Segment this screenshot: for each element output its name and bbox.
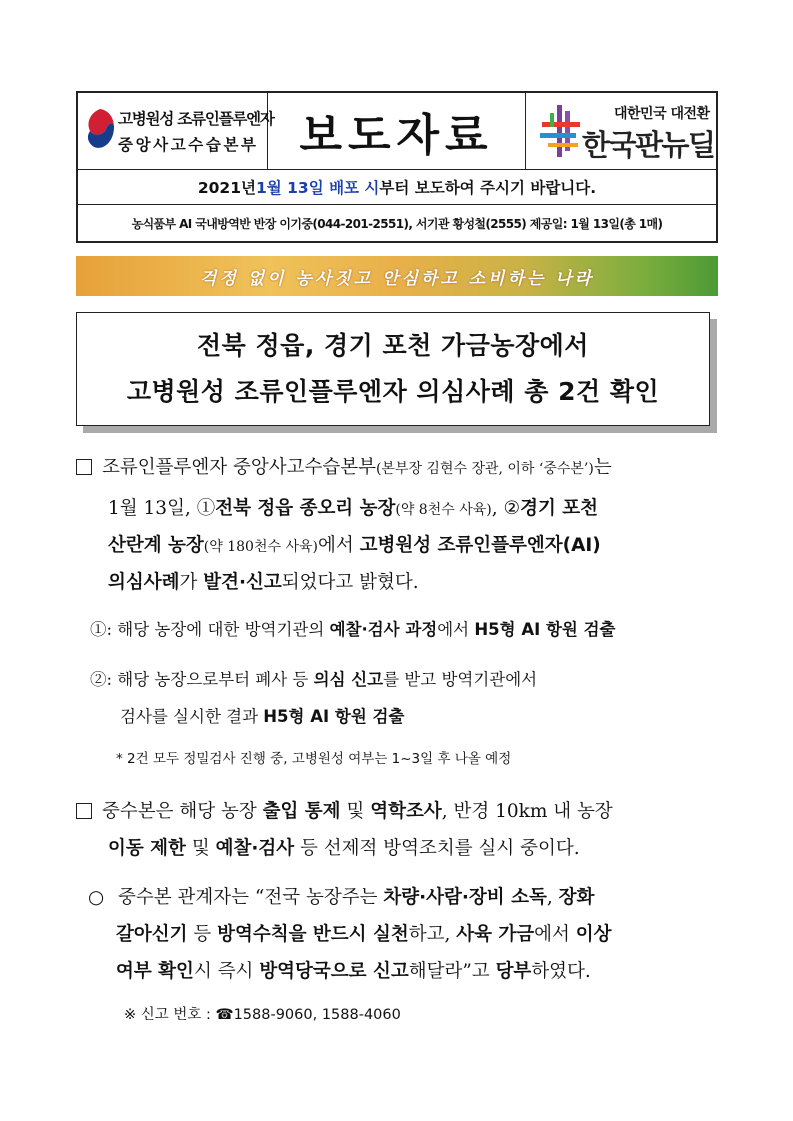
sub-item-2-line2: 검사를 실시한 결과 H5형 AI 항원 검출 [120, 707, 405, 726]
header-top-row [78, 93, 716, 170]
headline-line2: 고병원성 조류인플루엔자 의심사례 총 2건 확인 [126, 377, 660, 406]
new-deal-title: 한국판뉴딜 [582, 128, 715, 162]
release-notice [78, 170, 716, 205]
phone-icon: ☎ [215, 1007, 234, 1023]
footnote: * 2건 모두 정밀검사 진행 중, 고병원성 여부는 1~3일 후 나올 예정 [116, 751, 512, 767]
release-date: 1월 13일 배포 시 [255, 179, 380, 197]
para2-line2: 이동 제한 및 예찰·검사 등 선제적 방역조치를 실시 중이다. [108, 838, 580, 859]
org-logo [78, 93, 274, 169]
new-deal-subtitle: 대한민국 대전환 [614, 106, 710, 122]
release-suffix: 부터 보도하여 주시기 바랍니다. [379, 179, 597, 197]
para1-line1: 조류인플루엔자 중앙사고수습본부(본부장 김현수 장관, 이하 ‘중수본’)는 [76, 450, 612, 487]
slogan-banner [76, 256, 718, 296]
contact-line: 농식품부 AI 국내방역반 반장 이기중(044-201-2551), 서기관 황성철(2555) 제공일: 1월 13일(총 1매) [131, 216, 663, 231]
korean-new-deal-logo [526, 93, 716, 169]
org-name-line2: 중앙사고수습본부 [118, 136, 259, 154]
slogan-text: 걱정 없이 농사짓고 안심하고 소비하는 나라 [199, 268, 595, 289]
new-deal-mark-icon [538, 103, 584, 159]
circle-bullet-icon: ○ [88, 887, 105, 908]
release-prefix: 2021년 [197, 179, 256, 197]
para3-line3: 여부 확인시 즉시 방역당국으로 신고해달라”고 당부하였다. [116, 961, 591, 982]
square-bullet-icon [76, 459, 92, 475]
sub-item-1: ①: 해당 농장에 대한 방역기관의 예찰·검사 과정에서 H5형 AI 항원 검출 [90, 620, 616, 639]
org-name-line1: 고병원성 조류인플루엔자 [118, 110, 274, 128]
para1-line3: 산란계 농장(약 180천수 사육)에서 고병원성 조류인플루엔자(AI) [108, 535, 601, 556]
header-table [76, 91, 718, 243]
para1-line4: 의심사례가 발견·신고되었다고 밝혔다. [108, 572, 419, 593]
para3-line2: 갈아신기 등 방역수칙을 반드시 실천하고, 사육 가금에서 이상 [116, 924, 612, 945]
para3-line1: ○ 중수본 관계자는 “전국 농장주는 차량·사람·장비 소독, 장화 [88, 887, 595, 908]
square-bullet-icon [76, 803, 92, 819]
para1-line2: 1월 13일, ①전북 정읍 종오리 농장(약 8천수 사육), ②경기 포천 [108, 498, 599, 519]
headline-line1: 전북 정읍, 경기 포천 가금농장에서 [197, 331, 589, 360]
headline-box [76, 312, 710, 426]
press-release-title: 보도자료 [299, 110, 494, 161]
sub-item-2-line1: ②: 해당 농장으로부터 폐사 등 의심 신고를 받고 방역기관에서 [90, 670, 538, 689]
report-number: ※ 신고 번호 : ☎1588-9060, 1588-4060 [124, 1007, 401, 1023]
para2-line1: 중수본은 해당 농장 출입 통제 및 역학조사, 반경 10km 내 농장 [76, 794, 613, 830]
government-emblem-icon [84, 107, 116, 153]
press-release-title-cell [268, 93, 526, 169]
